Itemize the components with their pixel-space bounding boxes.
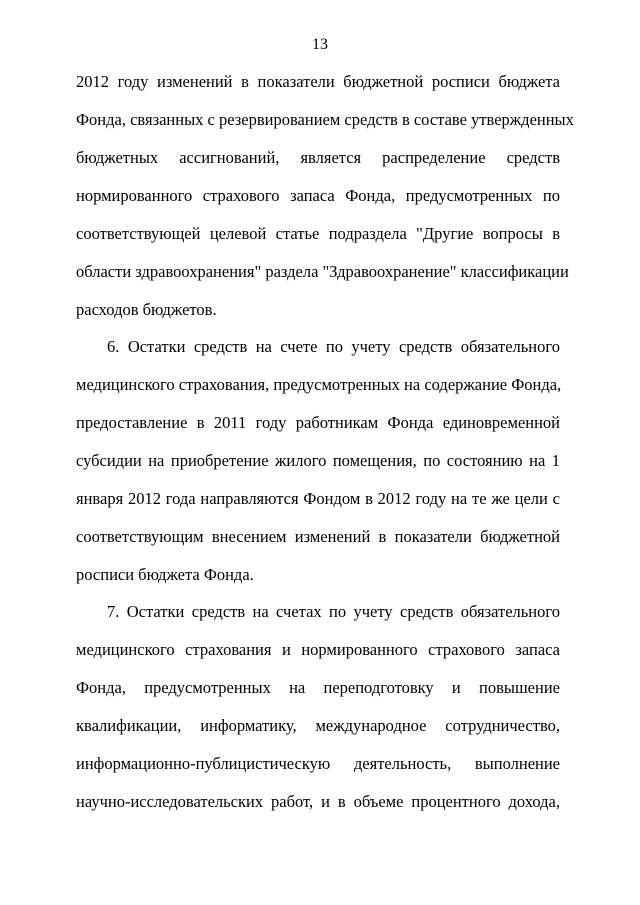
- text-line: квалификации, информатику, международное сотрудничество,: [76, 716, 560, 735]
- paragraph-7-first-line: 7. Остатки средств на счетах по учету средств обязательного: [107, 602, 560, 621]
- text-line: научно-исследовательских работ, и в объеме процентного дохода,: [76, 792, 560, 811]
- text-line: информационно-публицистическую деятельность, выполнение: [76, 754, 560, 773]
- text-line: нормированного страхового запаса Фонда, предусмотренных по: [76, 186, 560, 205]
- text-line: января 2012 года направляются Фондом в 2012 году на те же цели с: [76, 489, 560, 508]
- text-line: соответствующим внесением изменений в показатели бюджетной: [76, 527, 560, 546]
- text-line: соответствующей целевой статье подраздела "Другие вопросы в: [76, 224, 560, 243]
- text-line: субсидии на приобретение жилого помещения, по состоянию на 1: [76, 451, 560, 470]
- paragraph-6-first-line: 6. Остатки средств на счете по учету средств обязательного: [107, 337, 560, 356]
- text-line: Фонда, предусмотренных на переподготовку и повышение: [76, 678, 560, 697]
- text-line: 2012 году изменений в показатели бюджетной росписи бюджета: [76, 72, 560, 91]
- text-line: росписи бюджета Фонда.: [76, 565, 254, 584]
- text-line: бюджетных ассигнований, является распределение средств: [76, 148, 560, 167]
- text-line: области здравоохранения" раздела "Здравоохранение" классификации: [76, 262, 569, 281]
- text-line: медицинского страхования, предусмотренных на содержание Фонда,: [76, 375, 562, 394]
- text-line: предоставление в 2011 году работникам Фонда единовременной: [76, 413, 560, 432]
- text-line: расходов бюджетов.: [76, 300, 217, 319]
- text-line: медицинского страхования и нормированного страхового запаса: [76, 640, 560, 659]
- text-line: Фонда, связанных с резервированием средств в составе утвержденных: [76, 110, 574, 129]
- page-number: 13: [312, 36, 328, 53]
